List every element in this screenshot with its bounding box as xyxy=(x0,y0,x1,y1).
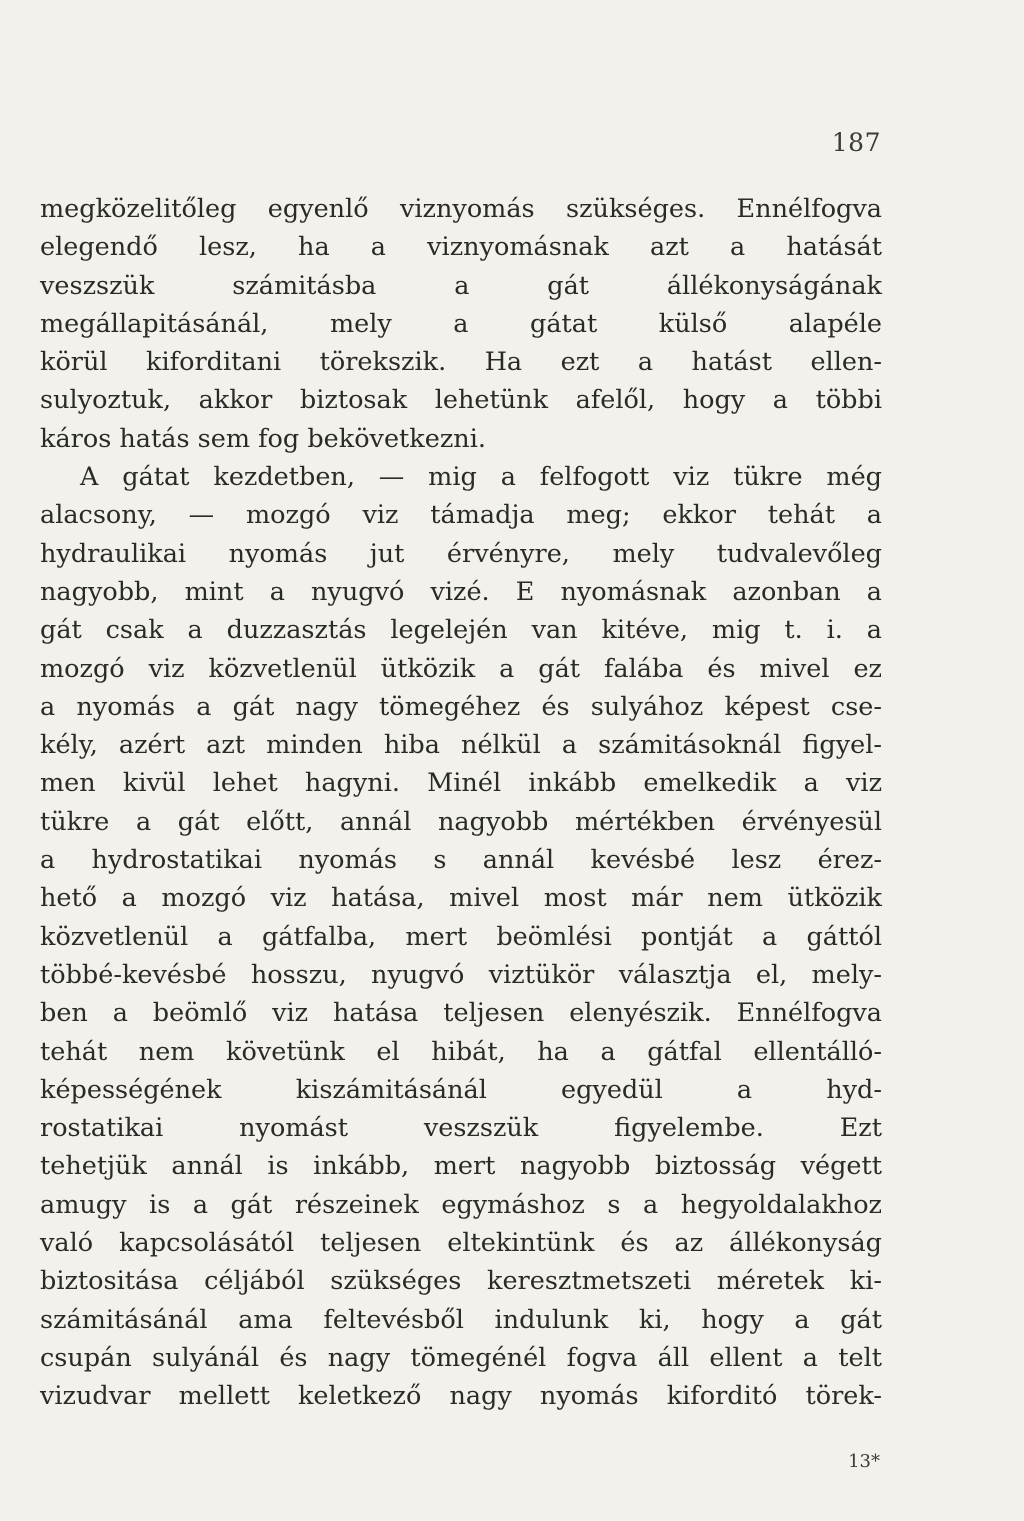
text-line: káros hatás sem fog bekövetkezni. xyxy=(40,423,486,454)
text-line: A gátat kezdetben, — mig a felfogott viz tükre még xyxy=(80,462,882,493)
text-line: körül kiforditani törekszik. Ha ezt a hatást ellen- xyxy=(40,347,882,378)
text-line: elegendő lesz, ha a viznyomásnak azt a hatását xyxy=(40,232,882,263)
text-line: való kapcsolásától teljesen eltekintünk és az állékonyság xyxy=(40,1228,882,1259)
text-line: megközelitőleg egyenlő viznyomás szükséges. Ennélfogva xyxy=(40,194,882,224)
text-line: mozgó viz közvetlenül ütközik a gát falába és mivel ez xyxy=(40,653,882,684)
text-line: tükre a gát előtt, annál nagyobb mértékben érvényesül xyxy=(40,806,882,837)
text-line: veszszük számitásba a gát állékonyságának xyxy=(40,270,882,301)
text-line: ben a beömlő viz hatása teljesen elenyészik. Ennélfogva xyxy=(40,998,882,1029)
text-line: többé-kevésbé hosszu, nyugvó viztükör választja el, mely- xyxy=(40,959,882,990)
text-line: tehetjük annál is inkább, mert nagyobb biztosság végett xyxy=(40,1151,882,1182)
text-line: biztositása céljából szükséges keresztmetszeti méretek ki- xyxy=(40,1266,882,1297)
text-line: a nyomás a gát nagy tömegéhez és sulyához képest cse- xyxy=(40,691,882,722)
text-line: számitásánál ama feltevésből indulunk ki, hogy a gát xyxy=(40,1304,882,1335)
text-line: nagyobb, mint a nyugvó vizé. E nyomásnak azonban a xyxy=(40,576,882,607)
text-line: rostatikai nyomást veszszük figyelembe. Ezt xyxy=(40,1113,882,1144)
text-line: a hydrostatikai nyomás s annál kevésbé lesz érez- xyxy=(40,845,882,876)
body-text xyxy=(40,190,882,1416)
text-line: hető a mozgó viz hatása, mivel most már nem ütközik xyxy=(40,883,882,914)
text-line: képességének kiszámitásánál egyedül a hyd- xyxy=(40,1074,882,1105)
text-line: sulyoztuk, akkor biztosak lehetünk afelől, hogy a többi xyxy=(40,385,882,416)
signature-mark: 13* xyxy=(848,1451,880,1472)
text-line: megállapitásánál, mely a gátat külső alapéle xyxy=(40,308,882,339)
text-line: gát csak a duzzasztás legelején van kitéve, mig t. i. a xyxy=(40,615,882,646)
text-line: hydraulikai nyomás jut érvényre, mely tudvalevőleg xyxy=(40,538,882,569)
text-line: kély, azért azt minden hiba nélkül a számitásoknál figyel- xyxy=(40,730,882,761)
text-line: közvetlenül a gátfalba, mert beömlési pontját a gáttól xyxy=(40,921,882,952)
text-line: tehát nem követünk el hibát, ha a gátfal ellentálló- xyxy=(40,1036,882,1067)
text-line: amugy is a gát részeinek egymáshoz s a hegyoldalakhoz xyxy=(40,1189,882,1220)
text-line: alacsony, — mozgó viz támadja meg; ekkor tehát a xyxy=(40,500,882,531)
page-number: 187 xyxy=(831,128,881,157)
text-line: csupán sulyánál és nagy tömegénél fogva áll ellent a telt xyxy=(40,1342,882,1373)
text-line: vizudvar mellett keletkező nagy nyomás kiforditó törek- xyxy=(40,1381,882,1412)
text-line: men kivül lehet hagyni. Minél inkább emelkedik a viz xyxy=(40,768,882,799)
